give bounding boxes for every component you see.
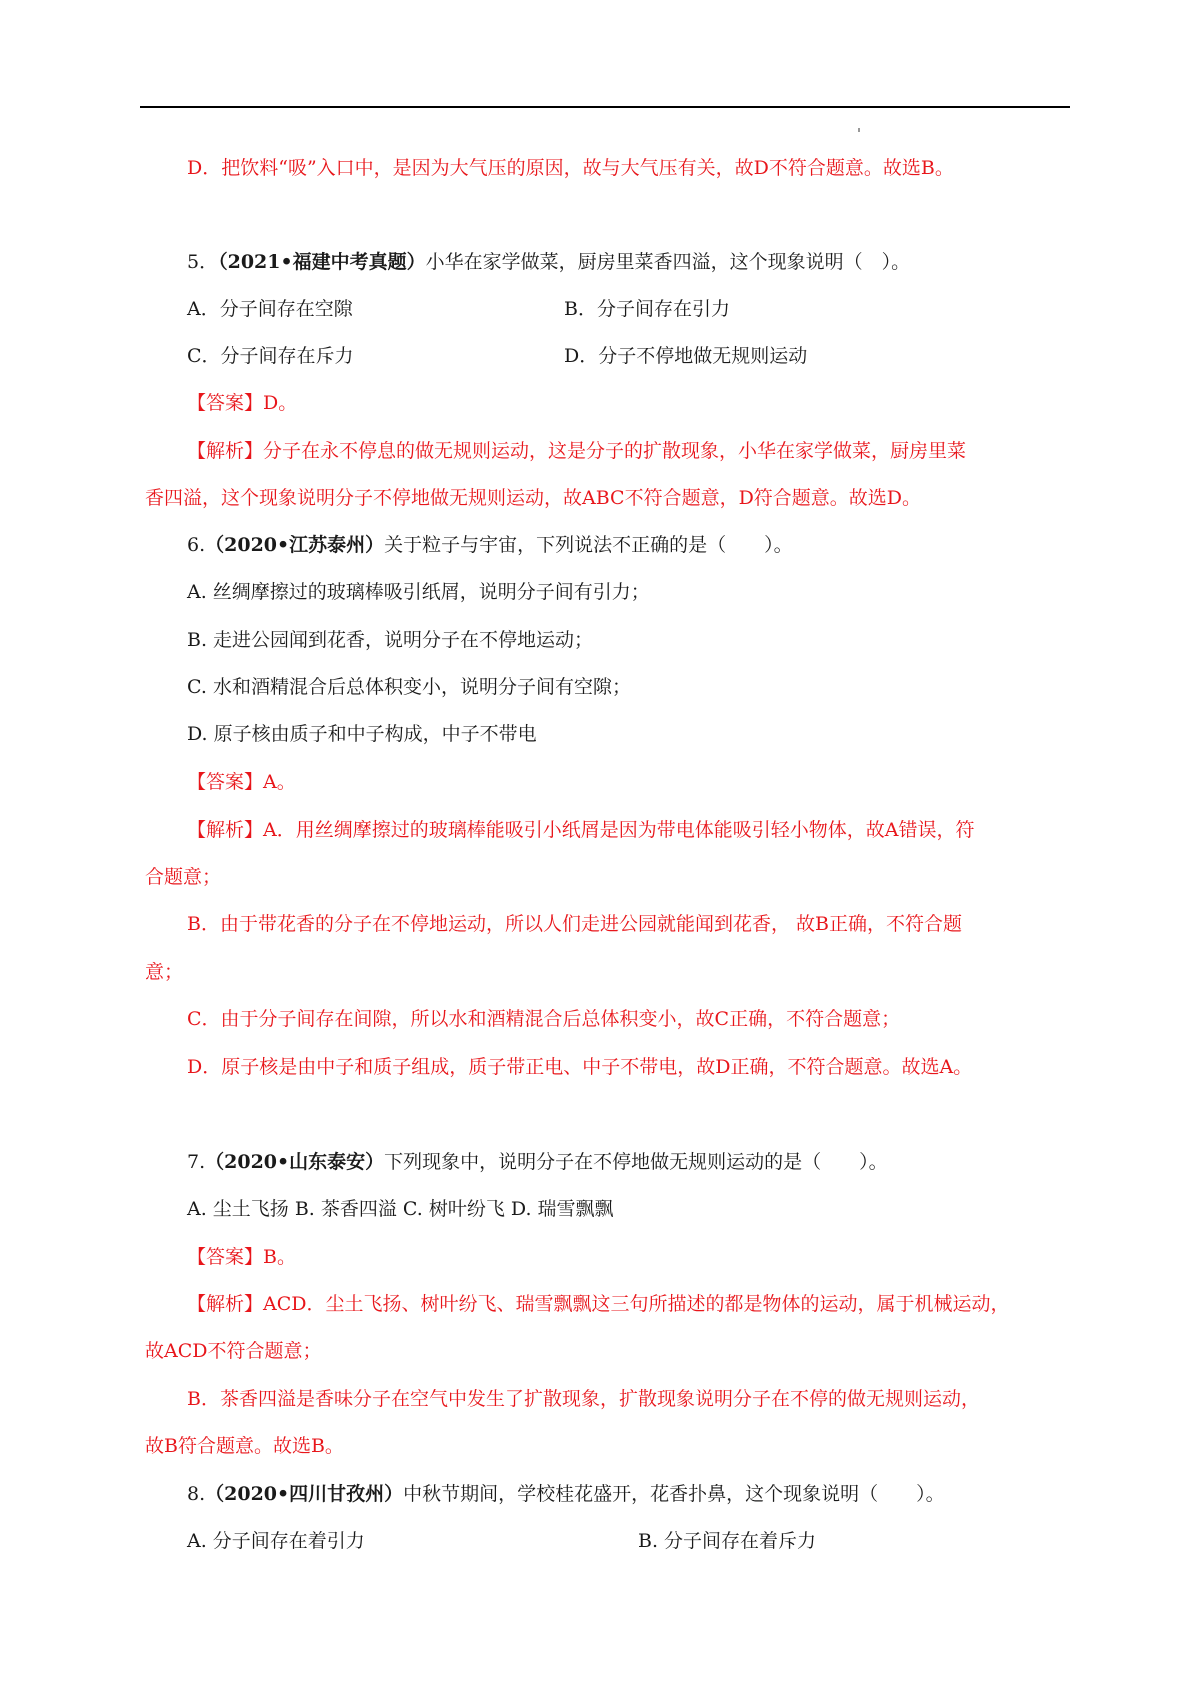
q5-option-c: C．分子间存在斥力 bbox=[187, 345, 354, 367]
analysis-tag: 【解析】 bbox=[187, 819, 264, 841]
q6-analysis-c: C．由于分子间存在间隙，所以水和酒精混合后总体积变小，故C正确，不符合题意； bbox=[187, 1008, 901, 1030]
q6-analysis-b-line2: 意； bbox=[145, 961, 184, 983]
header-rule bbox=[140, 106, 1070, 108]
question-number: 6. bbox=[187, 534, 206, 556]
q6-answer bbox=[187, 770, 296, 794]
answer-tag: 【答案】 bbox=[187, 1246, 264, 1268]
analysis-text: A．用丝绸摩擦过的玻璃棒能吸引小纸屑是因为带电体能吸引轻小物体，故A错误，符 bbox=[263, 819, 975, 841]
question-source: （2020•四川甘孜州） bbox=[205, 1483, 404, 1505]
q6-analysis-a-line2: 合题意； bbox=[145, 866, 222, 888]
answer-value: B。 bbox=[263, 1246, 296, 1268]
question-stem: 中秋节期间，学校桂花盛开，花香扑鼻，这个现象说明（ ）。 bbox=[403, 1483, 945, 1505]
analysis-text: ACD．尘土飞扬、树叶纷飞、瑞雪飘飘这三句所描述的都是物体的运动，属于机械运动， bbox=[263, 1293, 1010, 1315]
question-stem: 下列现象中，说明分子在不停地做无规则运动的是（ ）。 bbox=[384, 1151, 888, 1173]
q6-analysis-d: D．原子核是由中子和质子组成，质子带正电、中子不带电，故D正确，不符合题意。故选A。 bbox=[187, 1056, 973, 1078]
q6-analysis-b-line1: B．由于带花香的分子在不停地运动，所以人们走进公园就能闻到花香， 故B正确，不符合题 bbox=[187, 913, 962, 935]
q5-option-a: A．分子间存在空隙 bbox=[187, 298, 353, 320]
prev-analysis-d: D．把饮料“吸”入口中，是因为大气压的原因，故与大气压有关，故D不符合题意。故选B。 bbox=[187, 157, 954, 179]
question-6 bbox=[187, 533, 793, 557]
q8-option-b: B. 分子间存在着斥力 bbox=[638, 1530, 817, 1552]
q7-options: A. 尘土飞扬 B. 茶香四溢 C. 树叶纷飞 D. 瑞雪飘飘 bbox=[187, 1198, 614, 1220]
answer-value: A。 bbox=[263, 771, 296, 793]
q6-analysis-a-line1 bbox=[187, 818, 974, 842]
question-stem: 关于粒子与宇宙，下列说法不正确的是（ ）。 bbox=[384, 534, 793, 556]
question-number: 8. bbox=[187, 1483, 206, 1505]
q5-answer bbox=[187, 391, 297, 415]
answer-tag: 【答案】 bbox=[187, 771, 264, 793]
question-7 bbox=[187, 1150, 888, 1174]
analysis-tag: 【解析】 bbox=[187, 1293, 264, 1315]
q6-option-b: B. 走进公园闻到花香，说明分子在不停地运动； bbox=[187, 629, 594, 651]
q7-answer bbox=[187, 1245, 296, 1269]
q7-analysis-line1 bbox=[187, 1292, 1010, 1316]
question-stem: 小华在家学做菜，厨房里菜香四溢，这个现象说明（ ）。 bbox=[425, 251, 911, 273]
q7-analysis-line2: 故ACD不符合题意； bbox=[145, 1340, 322, 1362]
q5-option-d: D．分子不停地做无规则运动 bbox=[564, 345, 808, 367]
q6-option-c: C. 水和酒精混合后总体积变小，说明分子间有空隙； bbox=[187, 676, 631, 698]
question-number: 7. bbox=[187, 1151, 206, 1173]
question-source: （2020•山东泰安） bbox=[205, 1151, 385, 1173]
answer-tag: 【答案】 bbox=[187, 392, 264, 414]
answer-value: D。 bbox=[263, 392, 298, 414]
q7-analysis-line4: 故B符合题意。故选B。 bbox=[145, 1435, 344, 1457]
analysis-tag: 【解析】 bbox=[187, 440, 264, 462]
q8-option-a: A. 分子间存在着引力 bbox=[187, 1530, 365, 1552]
question-source: （2020•江苏泰州） bbox=[205, 534, 385, 556]
analysis-text: 分子在永不停息的做无规则运动，这是分子的扩散现象，小华在家学做菜，厨房里菜 bbox=[263, 440, 967, 462]
question-8 bbox=[187, 1482, 945, 1506]
question-5 bbox=[187, 250, 910, 274]
question-number: 5． bbox=[187, 251, 219, 273]
q7-analysis-line3: B．茶香四溢是香味分子在空气中发生了扩散现象，扩散现象说明分子在不停的做无规则运动， bbox=[187, 1388, 980, 1410]
paragraph-mark bbox=[858, 128, 860, 132]
question-source: （2021•福建中考真题） bbox=[218, 251, 426, 273]
q5-analysis-line2: 香四溢，这个现象说明分子不停地做无规则运动，故ABC不符合题意，D符合题意。故选D。 bbox=[145, 487, 922, 509]
q5-analysis-line1 bbox=[187, 439, 966, 463]
q6-option-a: A. 丝绸摩擦过的玻璃棒吸引纸屑，说明分子间有引力； bbox=[187, 581, 650, 603]
q5-option-b: B．分子间存在引力 bbox=[564, 298, 730, 320]
q6-option-d: D. 原子核由质子和中子构成，中子不带电 bbox=[187, 723, 537, 745]
